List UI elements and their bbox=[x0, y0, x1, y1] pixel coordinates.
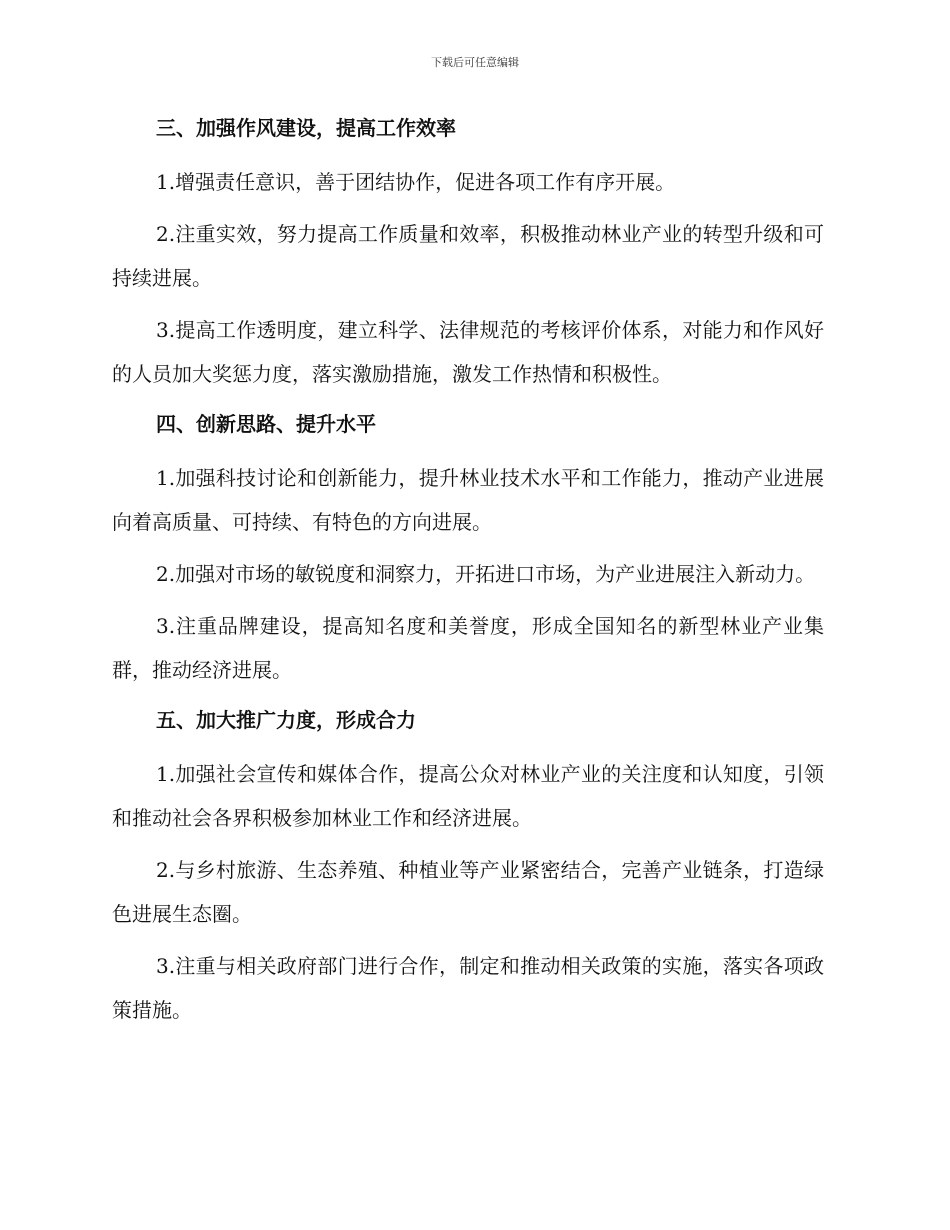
paragraph: 1.加强科技讨论和创新能力，提升林业技术水平和工作能力，推动产业进展向着高质量、可持续、有特色的方向进展。 bbox=[112, 466, 824, 534]
paragraph: 3.注重与相关政府部门进行合作，制定和推动相关政策的实施，落实各项政策措施。 bbox=[112, 954, 824, 1022]
paragraph: 2.加强对市场的敏锐度和洞察力，开拓进口市场，为产业进展注入新动力。 bbox=[156, 562, 816, 586]
page-header: 下载后可任意编辑 bbox=[431, 56, 519, 69]
section-heading: 四、创新思路、提升水平 bbox=[156, 412, 376, 436]
paragraph: 2.注重实效，努力提高工作质量和效率，积极推动林业产业的转型升级和可持续进展。 bbox=[112, 222, 824, 290]
section-three bbox=[112, 108, 824, 396]
paragraph: 3.注重品牌建设，提高知名度和美誉度，形成全国知名的新型林业产业集群，推动经济进展。 bbox=[112, 614, 824, 682]
section-heading: 五、加大推广力度，形成合力 bbox=[156, 708, 416, 732]
paragraph: 2.与乡村旅游、生态养殖、种植业等产业紧密结合，完善产业链条，打造绿色进展生态圈。 bbox=[112, 858, 824, 926]
paragraph: 3.提高工作透明度，建立科学、法律规范的考核评价体系，对能力和作风好的人员加大奖惩力度，落实激励措施，激发工作热情和积极性。 bbox=[112, 318, 824, 386]
section-five bbox=[112, 700, 824, 1032]
section-four bbox=[112, 404, 824, 692]
paragraph: 1.加强社会宣传和媒体合作，提高公众对林业产业的关注度和认知度，引领和推动社会各界积极参加林业工作和经济进展。 bbox=[112, 762, 824, 830]
document-body bbox=[112, 108, 824, 1040]
paragraph: 1.增强责任意识，善于团结协作，促进各项工作有序开展。 bbox=[156, 170, 676, 194]
section-heading: 三、加强作风建设，提高工作效率 bbox=[156, 116, 456, 140]
